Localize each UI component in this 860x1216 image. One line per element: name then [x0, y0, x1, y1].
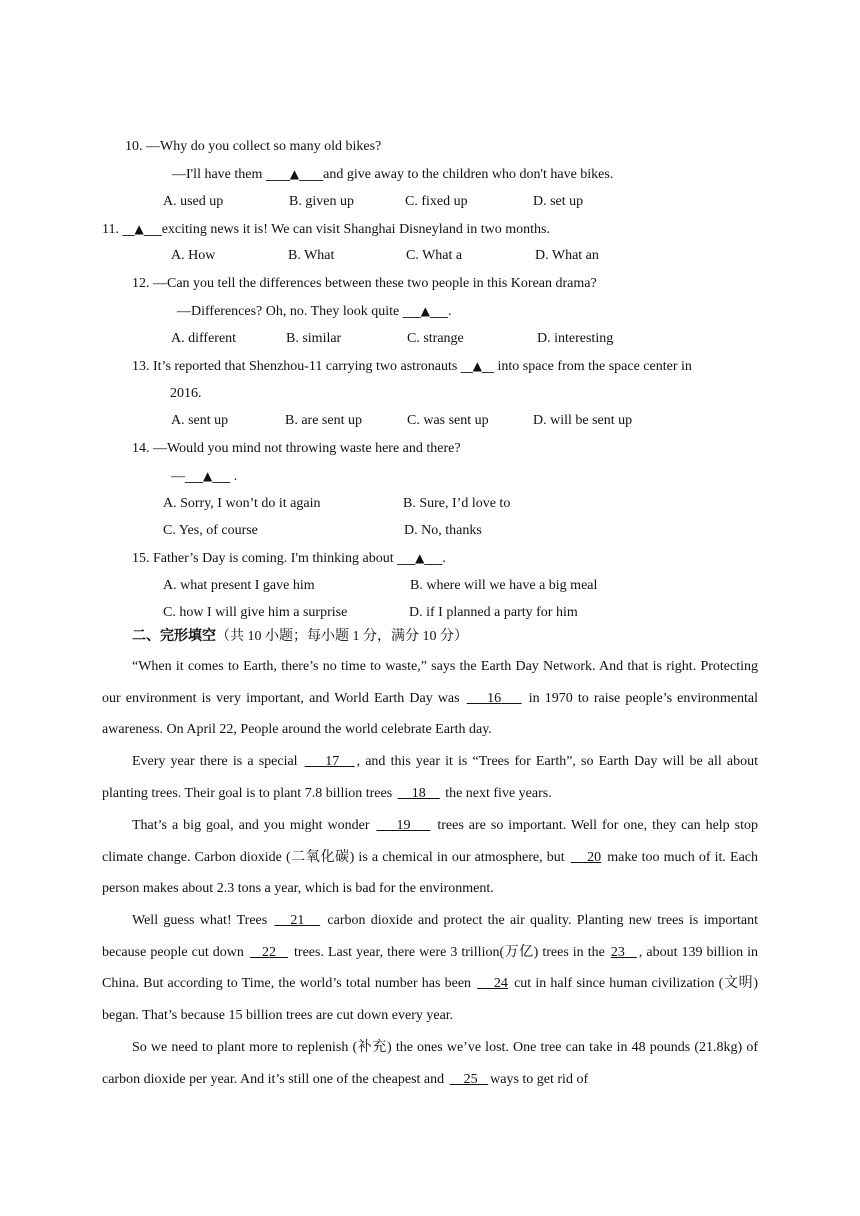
- passage-text: “When it comes to Earth, there’s no time to waste,” says the Earth Day Network. And that is right. Protecting our environment is very important, and World Earth Day was: [102, 659, 758, 706]
- passage-text: , and this year it is “Trees for Earth”, so Earth Day will be all about planting trees. Their goal is to plant 7.8 billion trees: [102, 754, 759, 801]
- cloze-blank-21: 21: [290, 913, 305, 928]
- question-12-option-c: C. strange: [407, 331, 464, 346]
- question-12-reply: [177, 302, 452, 321]
- reply-text: —I'll have them: [172, 167, 266, 182]
- passage-text: carbon dioxide and protect the air quality. Planting new trees is important because people cut down: [102, 913, 759, 960]
- cloze-blank-24: 24: [493, 976, 508, 992]
- passage-text: Well guess what! Trees: [132, 913, 273, 928]
- question-15-option-a: A. what present I gave him: [163, 578, 315, 593]
- question-number: 11.: [102, 222, 123, 237]
- question-12-option-d: D. interesting: [537, 331, 614, 346]
- passage-text: trees are so important. Well for one, they can help stop climate change. Carbon dioxide (二氧化碳) is a chemical in our atmosphere, but: [102, 818, 759, 865]
- question-12-stem: 12. —Can you tell the differences between these two people in this Korean drama?: [132, 276, 597, 291]
- cloze-blank-23: 23: [610, 944, 625, 960]
- question-11-option-b: B. What: [288, 248, 335, 263]
- answer-blank: ___▲___: [402, 304, 448, 318]
- cloze-blank-20: 20: [587, 849, 602, 865]
- section-heading: [132, 628, 468, 646]
- passage-paragraph-2: [102, 746, 758, 809]
- question-10-option-c: C. fixed up: [405, 194, 468, 209]
- passage-paragraph-5: [102, 1032, 758, 1095]
- question-10-stem: 10. —Why do you collect so many old bikes?: [125, 139, 382, 154]
- question-11-option-c: C. What a: [406, 248, 463, 263]
- passage-text: trees. Last year, there were 3 trillion(万亿) trees in the: [290, 944, 609, 960]
- question-11-stem: [102, 220, 550, 239]
- question-15-option-b: B. where will we have a big meal: [410, 578, 598, 593]
- stem-text: exciting news it is! We can visit Shanghai Disneyland in two months.: [161, 222, 550, 237]
- answer-blank: __▲__: [460, 359, 495, 373]
- question-14-option-c: C. Yes, of course: [163, 523, 258, 538]
- question-10-option-a: A. used up: [163, 194, 224, 209]
- passage-text: , about 139 billion in China. But according to Time, the world’s total number has been: [102, 944, 758, 992]
- question-13-option-c: C. was sent up: [407, 413, 489, 428]
- reply-text: —Differences? Oh, no. They look quite: [177, 304, 403, 319]
- question-13-option-a: A. sent up: [171, 413, 229, 428]
- answer-blank: ___▲___: [397, 551, 443, 565]
- section-note: （共 10 小题；每小题 1 分，满分 10 分）: [216, 629, 468, 644]
- reply-text: .: [448, 304, 452, 319]
- question-11-option-d: D. What an: [535, 248, 599, 263]
- question-15-option-d: D. if I planned a party for him: [409, 605, 578, 620]
- passage-text: in 1970 to raise people’s environmental awareness. On April 22, People around the world celebrate Earth day.: [102, 690, 759, 738]
- question-15-stem: [132, 549, 446, 568]
- stem-text: 15. Father’s Day is coming. I'm thinking about: [132, 551, 398, 566]
- question-10-option-d: D. set up: [533, 194, 584, 209]
- passage-text: ways to get rid of: [490, 1071, 589, 1087]
- stem-text: 13. It’s reported that Shenzhou-11 carrying two astronauts: [132, 359, 461, 374]
- reply-text: —: [171, 469, 185, 484]
- passage-text: the next five years.: [441, 785, 552, 801]
- cloze-blank-22: 22: [261, 944, 276, 960]
- passage-text: That’s a big goal, and you might wonder: [132, 818, 375, 833]
- stem-text: into space from the space center in: [494, 359, 692, 374]
- question-10-option-b: B. given up: [289, 194, 354, 209]
- cloze-blank-16: 16: [487, 690, 502, 706]
- cloze-blank-18: 18: [411, 785, 426, 801]
- passage-paragraph-4: [102, 905, 758, 1031]
- passage-text: make too much of it. Each person makes about 2.3 tons a year, which is bad for the environment.: [102, 849, 759, 897]
- section-title: 二、完形填空: [132, 629, 216, 644]
- question-14-option-b: B. Sure, I’d love to: [403, 496, 511, 511]
- question-14-reply: [171, 467, 237, 486]
- cloze-blank-19: 19: [396, 818, 411, 833]
- passage-text: So we need to plant more to replenish (补充) the ones we’ve lost. One tree can take in 48 pounds (21.8kg) of carbon dioxide per year. And it’s still one of the cheapest and: [102, 1040, 758, 1087]
- question-13-option-b: B. are sent up: [285, 413, 362, 428]
- passage-paragraph-1: [102, 651, 758, 746]
- question-13-stem-line2: 2016.: [170, 386, 202, 401]
- reply-text: .: [230, 469, 238, 484]
- passage-text: Every year there is a special: [132, 754, 303, 769]
- cloze-blank-17: 17: [325, 754, 340, 769]
- question-11-option-a: A. How: [171, 248, 216, 263]
- answer-blank: __▲___: [122, 222, 162, 236]
- cloze-blank-25: 25: [463, 1071, 478, 1087]
- reply-text: and give away to the children who don't have bikes.: [323, 167, 614, 182]
- question-13-option-d: D. will be sent up: [533, 413, 633, 428]
- question-13-stem: [132, 357, 692, 376]
- answer-blank: ____▲____: [265, 167, 324, 181]
- stem-text: .: [442, 551, 446, 566]
- question-12-option-a: A. different: [171, 331, 237, 346]
- passage-paragraph-3: [102, 810, 758, 905]
- answer-blank: ___▲___: [185, 469, 231, 483]
- question-12-option-b: B. similar: [286, 331, 342, 346]
- question-10-reply: [172, 165, 613, 184]
- question-14-stem: 14. —Would you mind not throwing waste here and there?: [132, 441, 461, 456]
- question-14-option-a: A. Sorry, I won’t do it again: [163, 496, 321, 511]
- question-14-option-d: D. No, thanks: [404, 523, 482, 538]
- question-15-option-c: C. how I will give him a surprise: [163, 605, 348, 620]
- passage-text: cut in half since human civilization (文明) began. That’s because 15 billion trees are cut down every year.: [102, 976, 759, 1023]
